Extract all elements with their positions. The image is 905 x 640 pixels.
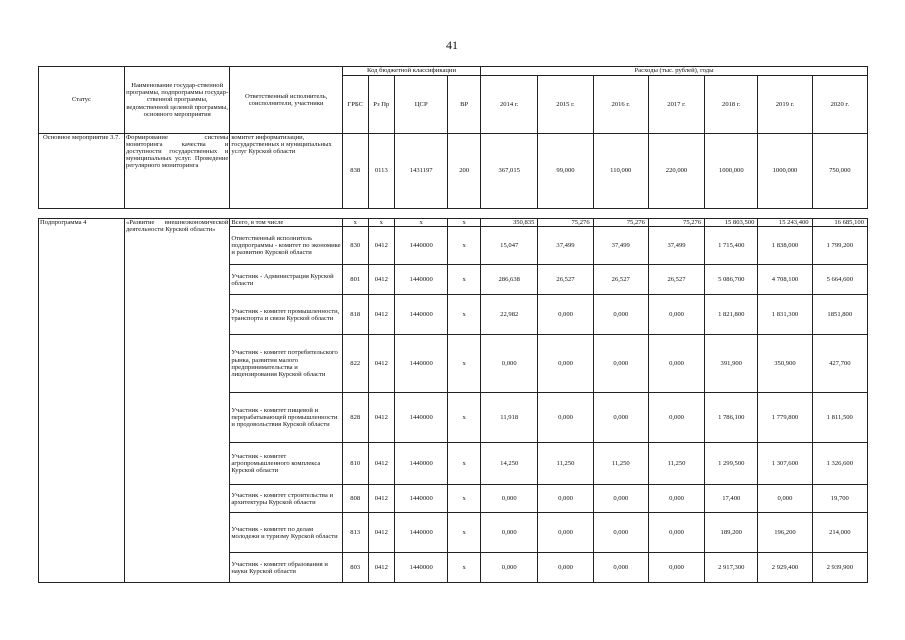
spacer-row	[39, 209, 868, 219]
row-value: 5 664,600	[812, 265, 867, 295]
row-value: 0,000	[481, 485, 538, 513]
activity-value: 99,000	[538, 134, 593, 209]
row-responsible: Ответственный исполнитель подпрограммы - комитет по экономике и развитию Курской области	[230, 227, 343, 265]
row-csr: 1440000	[395, 553, 448, 583]
row-rzpr: 0412	[368, 295, 395, 335]
row-responsible: Участник - комитет образования и науки Курской области	[230, 553, 343, 583]
activity-rzpr: 0113	[368, 134, 395, 209]
row-value: 0,000	[593, 295, 648, 335]
table-row-activity-3-7	[39, 134, 868, 209]
row-value: 350,900	[758, 335, 812, 393]
row-value: 391,900	[705, 335, 758, 393]
row-value: 0,000	[648, 393, 704, 443]
subprogram-name: «Развитие внешнеэкономической деятельности Курской области»	[124, 219, 229, 583]
activity-value: 220,000	[648, 134, 704, 209]
row-value: 0,000	[538, 295, 593, 335]
header-program-name: Наименование государ-ственной программы, подпрограммы государ-ственной программы, ведомственной целевой программы, основного мероприятия	[124, 67, 229, 134]
row-value: 37,499	[593, 227, 648, 265]
row-value: 11,918	[481, 393, 538, 443]
row-value: 0,000	[538, 335, 593, 393]
activity-value: 367,015	[481, 134, 538, 209]
row-value: 11,250	[648, 443, 704, 485]
header-year: 2019 г.	[758, 76, 812, 134]
row-value: 4 708,100	[758, 265, 812, 295]
row-value: 0,000	[481, 513, 538, 553]
row-value: 11,250	[538, 443, 593, 485]
activity-value: 1000,000	[705, 134, 758, 209]
row-vr: х	[448, 513, 481, 553]
row-responsible: Участник - комитет строительства и архитектуры Курской области	[230, 485, 343, 513]
row-value: 0,000	[593, 485, 648, 513]
row-value: 15,047	[481, 227, 538, 265]
row-value: 1 811,500	[812, 393, 867, 443]
row-rzpr: 0412	[368, 443, 395, 485]
row-value: 214,000	[812, 513, 867, 553]
row-value: 1 307,600	[758, 443, 812, 485]
table-row-subprogram-total	[39, 219, 868, 227]
row-value: 0,000	[648, 513, 704, 553]
row-value: 2 929,400	[758, 553, 812, 583]
row-value: 1 821,800	[705, 295, 758, 335]
activity-status: Основное мероприятие 3.7.	[39, 134, 125, 209]
total-responsible: Всего, в том числе	[230, 219, 343, 227]
row-value: 0,000	[648, 485, 704, 513]
row-value: 1851,800	[812, 295, 867, 335]
row-responsible: Участник - Администрация Курской области	[230, 265, 343, 295]
total-grbs: х	[342, 219, 368, 227]
row-vr: х	[448, 485, 481, 513]
activity-value: 750,000	[812, 134, 867, 209]
row-csr: 1440000	[395, 513, 448, 553]
activity-grbs: 838	[342, 134, 368, 209]
row-grbs: 828	[342, 393, 368, 443]
header-budget-code-group: Код бюджетной классификации	[342, 67, 480, 76]
row-value: 11,250	[593, 443, 648, 485]
row-vr: х	[448, 553, 481, 583]
row-vr: х	[448, 393, 481, 443]
row-value: 0,000	[538, 485, 593, 513]
total-value: 75,276	[538, 219, 593, 227]
row-value: 19,700	[812, 485, 867, 513]
row-value: 1 779,800	[758, 393, 812, 443]
header-expenses-group: Расходы (тыс. рублей), годы	[481, 67, 868, 76]
row-value: 427,700	[812, 335, 867, 393]
row-value: 22,982	[481, 295, 538, 335]
row-csr: 1440000	[395, 443, 448, 485]
header-year: 2017 г.	[648, 76, 704, 134]
row-value: 26,527	[538, 265, 593, 295]
row-csr: 1440000	[395, 335, 448, 393]
header-csr: ЦСР	[395, 76, 448, 134]
row-vr: х	[448, 265, 481, 295]
row-vr: х	[448, 227, 481, 265]
row-grbs: 801	[342, 265, 368, 295]
row-value: 0,000	[593, 335, 648, 393]
header-year: 2018 г.	[705, 76, 758, 134]
total-value: 75,276	[648, 219, 704, 227]
row-value: 0,000	[481, 553, 538, 583]
row-responsible: Участник - комитет агропромышленного комплекса Курской области	[230, 443, 343, 485]
total-value: 15 803,500	[705, 219, 758, 227]
header-grbs: ГРБС	[342, 76, 368, 134]
row-rzpr: 0412	[368, 553, 395, 583]
row-value: 1 299,500	[705, 443, 758, 485]
row-value: 286,638	[481, 265, 538, 295]
row-value: 1 786,100	[705, 393, 758, 443]
row-value: 1 799,200	[812, 227, 867, 265]
activity-vr: 200	[448, 134, 481, 209]
row-grbs: 813	[342, 513, 368, 553]
row-responsible: Участник - комитет потребительского рынка, развития малого предпринимательства и лицензирования Курской области	[230, 335, 343, 393]
activity-responsible: комитет информатизации, государственных и муниципальных услуг Курской области	[230, 134, 343, 209]
row-rzpr: 0412	[368, 485, 395, 513]
row-value: 37,499	[538, 227, 593, 265]
row-csr: 1440000	[395, 393, 448, 443]
row-value: 0,000	[593, 513, 648, 553]
row-value: 196,200	[758, 513, 812, 553]
row-value: 1 838,000	[758, 227, 812, 265]
total-value: 350,835	[481, 219, 538, 227]
row-csr: 1440000	[395, 295, 448, 335]
row-grbs: 810	[342, 443, 368, 485]
subprogram-status: Подпрограмма 4	[39, 219, 125, 583]
row-responsible: Участник - комитет пищевой и перерабатывающей промышленности и продовольствия Курской области	[230, 393, 343, 443]
row-value: 26,527	[593, 265, 648, 295]
total-value: 15 243,400	[758, 219, 812, 227]
row-value: 1 831,300	[758, 295, 812, 335]
total-value: 16 685,100	[812, 219, 867, 227]
activity-value: 110,000	[593, 134, 648, 209]
row-rzpr: 0412	[368, 265, 395, 295]
row-value: 0,000	[593, 553, 648, 583]
row-value: 2 917,300	[705, 553, 758, 583]
row-grbs: 822	[342, 335, 368, 393]
row-csr: 1440000	[395, 485, 448, 513]
row-rzpr: 0412	[368, 335, 395, 393]
row-vr: х	[448, 335, 481, 393]
header-year: 2015 г.	[538, 76, 593, 134]
activity-name: Формирование системы мониторинга качества и доступности государственных и муниципальных услуг. Проведение регулярного мониторинга	[124, 134, 229, 209]
row-value: 0,000	[481, 335, 538, 393]
header-vr: ВР	[448, 76, 481, 134]
total-csr: х	[395, 219, 448, 227]
row-vr: х	[448, 443, 481, 485]
row-value: 0,000	[758, 485, 812, 513]
header-responsible: Ответственный исполнитель, соисполнители, участники	[230, 67, 343, 134]
row-value: 1 326,600	[812, 443, 867, 485]
row-grbs: 808	[342, 485, 368, 513]
row-value: 2 939,900	[812, 553, 867, 583]
row-value: 0,000	[648, 335, 704, 393]
header-rzpr: Рз Пр	[368, 76, 395, 134]
row-csr: 1440000	[395, 265, 448, 295]
row-value: 0,000	[593, 393, 648, 443]
row-vr: х	[448, 295, 481, 335]
row-value: 5 086,700	[705, 265, 758, 295]
row-value: 0,000	[538, 553, 593, 583]
budget-table	[38, 66, 868, 583]
activity-value: 1000,000	[758, 134, 812, 209]
row-value: 14,250	[481, 443, 538, 485]
row-csr: 1440000	[395, 227, 448, 265]
row-grbs: 803	[342, 553, 368, 583]
activity-csr: 1431197	[395, 134, 448, 209]
row-value: 0,000	[538, 393, 593, 443]
row-value: 189,200	[705, 513, 758, 553]
row-value: 0,000	[538, 513, 593, 553]
row-value: 17,400	[705, 485, 758, 513]
total-rzpr: х	[368, 219, 395, 227]
header-year: 2020 г.	[812, 76, 867, 134]
header-year: 2014 г.	[481, 76, 538, 134]
row-value: 0,000	[648, 295, 704, 335]
total-vr: х	[448, 219, 481, 227]
row-rzpr: 0412	[368, 513, 395, 553]
row-grbs: 830	[342, 227, 368, 265]
header-status: Статус	[39, 67, 125, 134]
row-grbs: 818	[342, 295, 368, 335]
row-responsible: Участник - комитет по делам молодежи и туризму Курской области	[230, 513, 343, 553]
row-value: 26,527	[648, 265, 704, 295]
page-number: 41	[446, 38, 458, 52]
total-value: 75,276	[593, 219, 648, 227]
header-year: 2016 г.	[593, 76, 648, 134]
row-value: 0,000	[648, 553, 704, 583]
row-value: 37,499	[648, 227, 704, 265]
row-responsible: Участник - комитет промышленности, транспорта и связи Курской области	[230, 295, 343, 335]
row-rzpr: 0412	[368, 227, 395, 265]
row-value: 1 715,400	[705, 227, 758, 265]
row-rzpr: 0412	[368, 393, 395, 443]
